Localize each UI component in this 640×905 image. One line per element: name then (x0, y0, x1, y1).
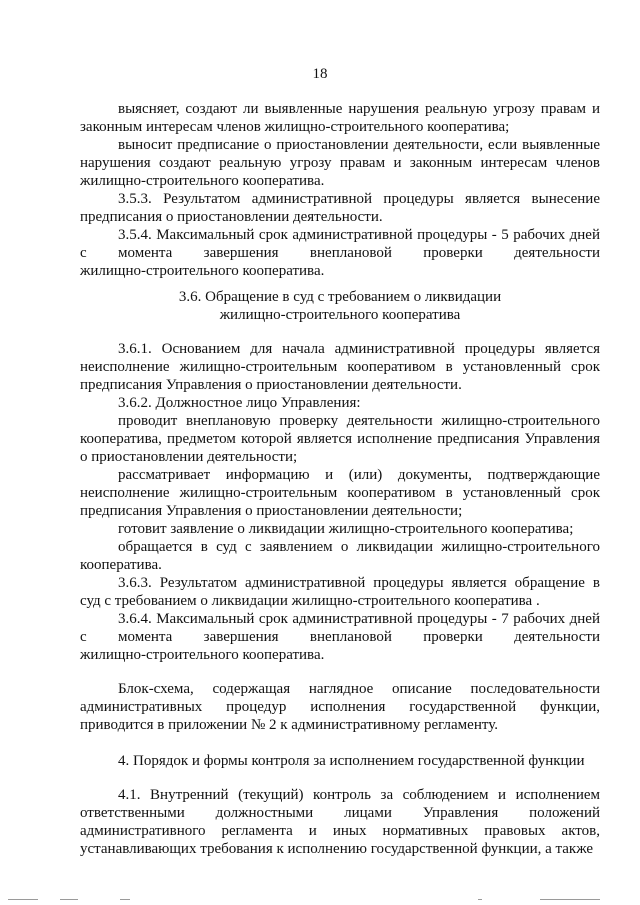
text-line: административных процедур исполнения государственной функции, (80, 699, 600, 715)
text-line: предписания Управления о приостановлении деятельности. (80, 377, 462, 393)
text-line: жилищно-строительного кооператива. (80, 647, 325, 663)
text-line: о приостановлении деятельности; (80, 449, 298, 465)
text-line: проводит внеплановую проверку деятельности жилищно-строительного (118, 413, 600, 429)
text-line: суд с требованием о ликвидации жилищно-строительного кооператива . (80, 593, 540, 609)
text-line: обращается в суд с заявлением о ликвидации жилищно-строительного (118, 539, 600, 555)
text-line: устанавливающих требования к исполнению государственной функции, а также (80, 841, 594, 857)
section-heading: 3.6. Обращение в суд с требованием о ликвидации (178, 289, 502, 305)
page-number: 18 (312, 66, 328, 82)
text-line: жилищно-строительного кооператива. (80, 263, 325, 279)
text-line: кооператива. (80, 557, 162, 573)
text-line: 4.1. Внутренний (текущий) контроль за соблюдением и исполнением (118, 787, 600, 803)
text-line: предписания Управления о приостановлении деятельности; (80, 503, 463, 519)
text-line: административного регламента и иных нормативных правовых актов, (80, 823, 600, 839)
text-line: 3.6.2. Должностное лицо Управления: (118, 395, 361, 411)
text-line: законным интересам членов жилищно-строительного кооператива; (80, 119, 510, 135)
text-line: ответственными должностными лицами Управления положений (80, 805, 600, 821)
text-line: 3.6.1. Основанием для начала административной процедуры является (118, 341, 600, 357)
text-line: нарушения создают реальную угрозу правам и законным интересам членов (80, 155, 600, 171)
section-heading: жилищно-строительного кооператива (219, 307, 461, 323)
text-line: Блок-схема, содержащая наглядное описание последовательности (118, 681, 600, 697)
text-line: с момента завершения внеплановой проверки деятельности (80, 629, 600, 645)
text-line: неисполнение жилищно-строительным кооперативом в установленный срок (80, 485, 600, 501)
text-line: кооператива, предметом которой является исполнение предписания Управления (80, 431, 600, 447)
text-line: выясняет, создают ли выявленные нарушения реальную угрозу правам и (118, 101, 600, 117)
text-line: предписания о приостановлении деятельности. (80, 209, 383, 225)
text-line: рассматривает информацию и (или) документы, подтверждающие (118, 467, 600, 483)
section-heading: 4. Порядок и формы контроля за исполнением государственной функции (118, 753, 585, 769)
text-line: 3.5.4. Максимальный срок административной процедуры - 5 рабочих дней (118, 227, 600, 243)
text-line: жилищно-строительного кооператива. (80, 173, 325, 189)
scan-edge-marks (0, 899, 640, 901)
text-line: с момента завершения внеплановой проверки деятельности (80, 245, 600, 261)
text-line: готовит заявление о ликвидации жилищно-строительного кооператива; (118, 521, 574, 537)
text-line: выносит предписание о приостановлении деятельности, если выявленные (118, 137, 600, 153)
text-line: 3.6.4. Максимальный срок административной процедуры - 7 рабочих дней (118, 611, 600, 627)
text-line: приводится в приложении № 2 к административному регламенту. (80, 717, 498, 733)
text-line: 3.5.3. Результатом административной процедуры является вынесение (118, 191, 600, 207)
text-line: 3.6.3. Результатом административной процедуры является обращение в (118, 575, 600, 591)
text-line: неисполнение жилищно-строительным кооперативом в установленный срок (80, 359, 600, 375)
